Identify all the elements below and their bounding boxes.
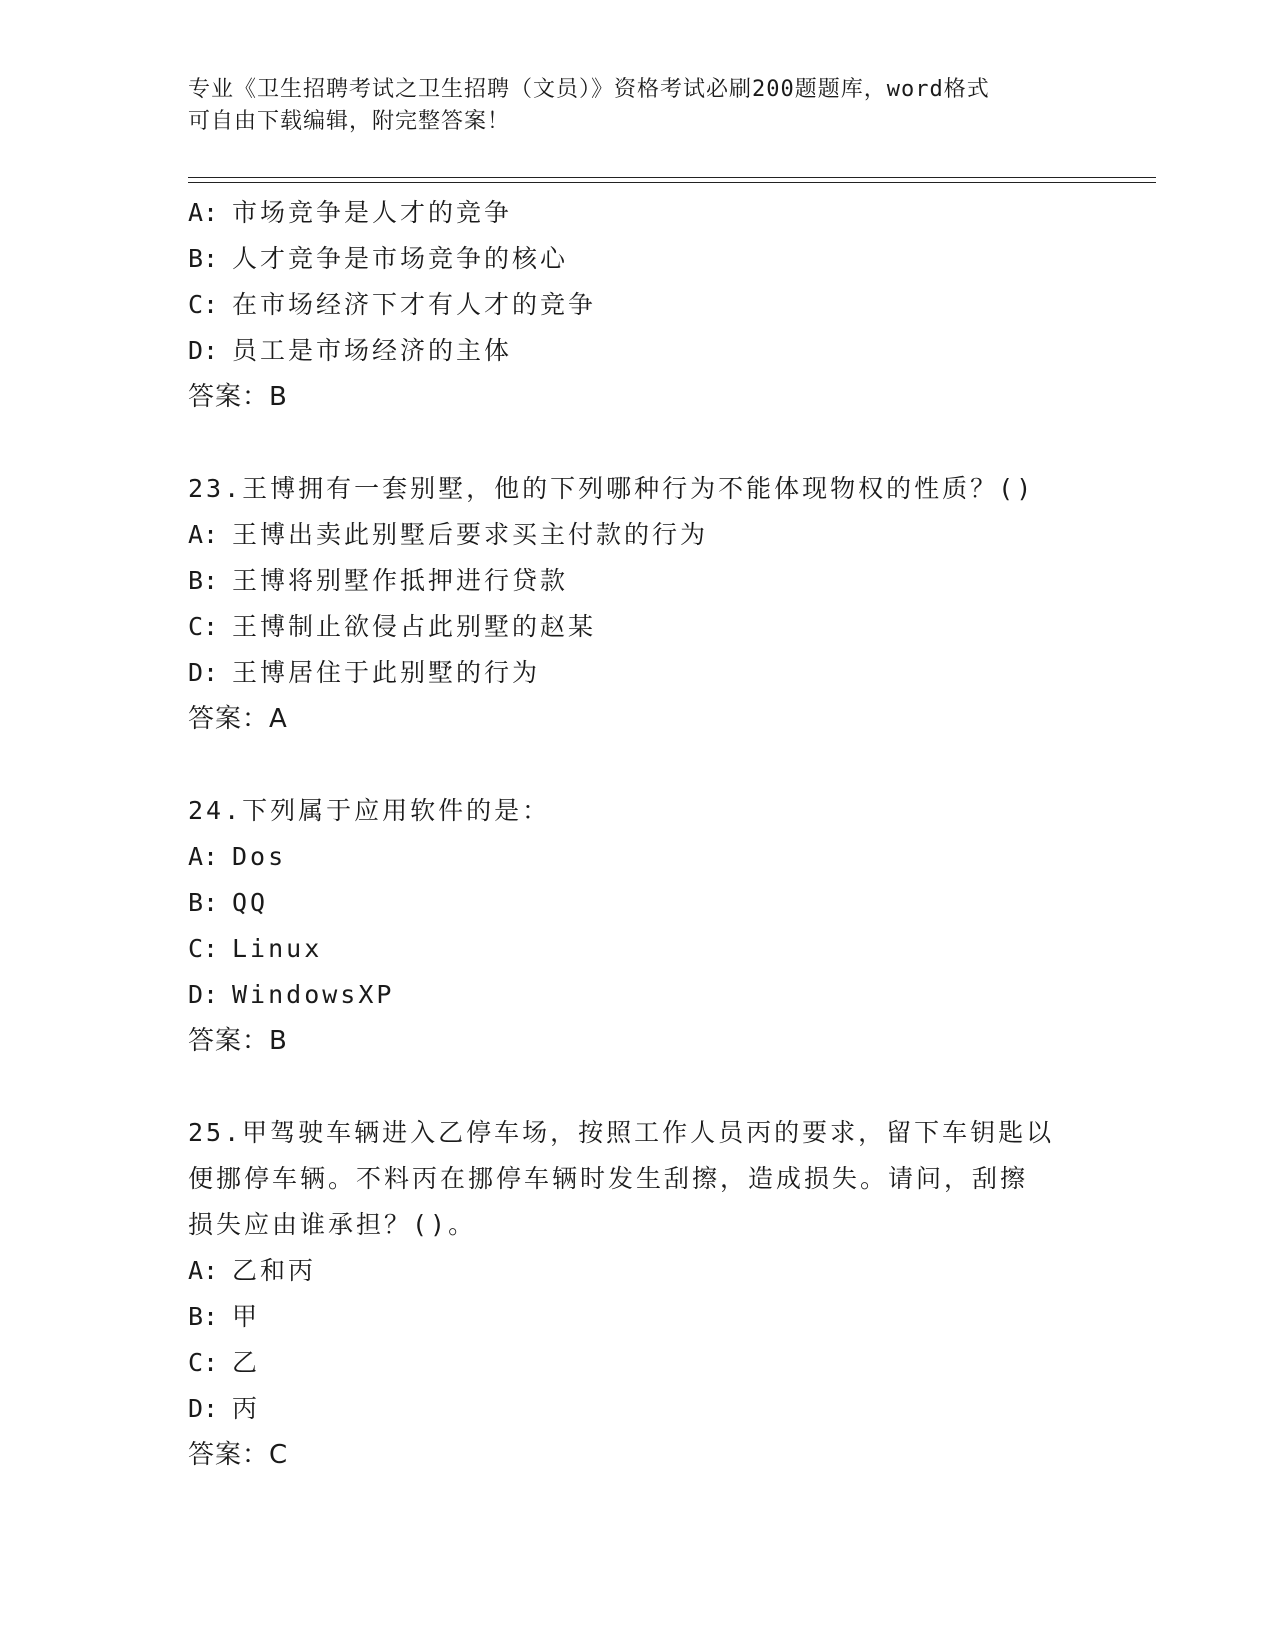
document-header bbox=[188, 74, 1088, 138]
option-a bbox=[188, 834, 1088, 880]
option-text: WindowsXP bbox=[232, 980, 395, 1009]
question-24 bbox=[188, 788, 1088, 1064]
option-label: A: bbox=[188, 520, 219, 549]
option-label: D: bbox=[188, 980, 219, 1009]
option-text: QQ bbox=[232, 888, 269, 917]
option-text: 甲 bbox=[232, 1302, 261, 1331]
question-text-line: 25.甲驾驶车辆进入乙停车场，按照工作人员丙的要求，留下车钥匙以 bbox=[188, 1118, 1055, 1147]
option-text: 丙 bbox=[232, 1394, 261, 1423]
question-text: 23.王博拥有一套别墅，他的下列哪种行为不能体现物权的性质？() bbox=[188, 474, 1035, 503]
header-divider-bottom bbox=[188, 182, 1156, 183]
answer: 答案：B bbox=[188, 1026, 288, 1056]
option-text: 人才竞争是市场竞争的核心 bbox=[232, 244, 569, 273]
option-label: A: bbox=[188, 1256, 219, 1285]
question-text bbox=[188, 1110, 1088, 1248]
option-text: 乙 bbox=[232, 1348, 261, 1377]
question-23 bbox=[188, 466, 1088, 742]
option-label: C: bbox=[188, 290, 219, 319]
option-text: 市场竞争是人才的竞争 bbox=[232, 198, 513, 227]
option-label: D: bbox=[188, 658, 219, 687]
option-b bbox=[188, 558, 1088, 604]
option-label: B: bbox=[188, 1302, 219, 1331]
option-b bbox=[188, 880, 1088, 926]
header-line-1: 专业《卫生招聘考试之卫生招聘（文员）》资格考试必刷200题题库，word格式 bbox=[188, 77, 990, 102]
answer: 答案：C bbox=[188, 1440, 289, 1470]
option-a bbox=[188, 1248, 1088, 1294]
option-b bbox=[188, 236, 1088, 282]
option-label: A: bbox=[188, 842, 219, 871]
header-line-2: 可自由下载编辑，附完整答案！ bbox=[188, 109, 511, 134]
option-a bbox=[188, 512, 1088, 558]
option-text: 王博将别墅作抵押进行贷款 bbox=[232, 566, 569, 595]
option-c bbox=[188, 1340, 1088, 1386]
option-c bbox=[188, 926, 1088, 972]
option-d bbox=[188, 650, 1088, 696]
option-label: D: bbox=[188, 1394, 219, 1423]
option-text: 王博出卖此别墅后要求买主付款的行为 bbox=[232, 520, 709, 549]
option-d bbox=[188, 328, 1088, 374]
option-label: D: bbox=[188, 336, 219, 365]
option-label: A: bbox=[188, 198, 219, 227]
option-c bbox=[188, 604, 1088, 650]
option-text: 员工是市场经济的主体 bbox=[232, 336, 513, 365]
option-label: B: bbox=[188, 888, 219, 917]
question-list bbox=[188, 190, 1088, 1478]
question-text: 24.下列属于应用软件的是： bbox=[188, 796, 551, 825]
option-a bbox=[188, 190, 1088, 236]
question-text-line: 便挪停车辆。不料丙在挪停车辆时发生刮擦，造成损失。请问，刮擦 bbox=[188, 1164, 1029, 1193]
option-text: Linux bbox=[232, 934, 323, 963]
question-text-line: 损失应由谁承担？()。 bbox=[188, 1210, 477, 1239]
option-text: Dos bbox=[232, 842, 287, 871]
header-divider-top bbox=[188, 177, 1156, 178]
option-text: 在市场经济下才有人才的竞争 bbox=[232, 290, 597, 319]
option-label: C: bbox=[188, 612, 219, 641]
option-d bbox=[188, 1386, 1088, 1432]
option-text: 王博制止欲侵占此别墅的赵某 bbox=[232, 612, 597, 641]
answer: 答案：A bbox=[188, 704, 288, 734]
option-text: 乙和丙 bbox=[232, 1256, 317, 1285]
option-c bbox=[188, 282, 1088, 328]
spacer bbox=[188, 1064, 1088, 1110]
option-label: B: bbox=[188, 566, 219, 595]
spacer bbox=[188, 742, 1088, 788]
option-label: C: bbox=[188, 1348, 219, 1377]
option-label: C: bbox=[188, 934, 219, 963]
option-b bbox=[188, 1294, 1088, 1340]
question-25 bbox=[188, 1110, 1088, 1478]
option-d bbox=[188, 972, 1088, 1018]
question-22 bbox=[188, 190, 1088, 420]
spacer bbox=[188, 420, 1088, 466]
answer: 答案：B bbox=[188, 382, 288, 412]
option-text: 王博居住于此别墅的行为 bbox=[232, 658, 541, 687]
option-label: B: bbox=[188, 244, 219, 273]
